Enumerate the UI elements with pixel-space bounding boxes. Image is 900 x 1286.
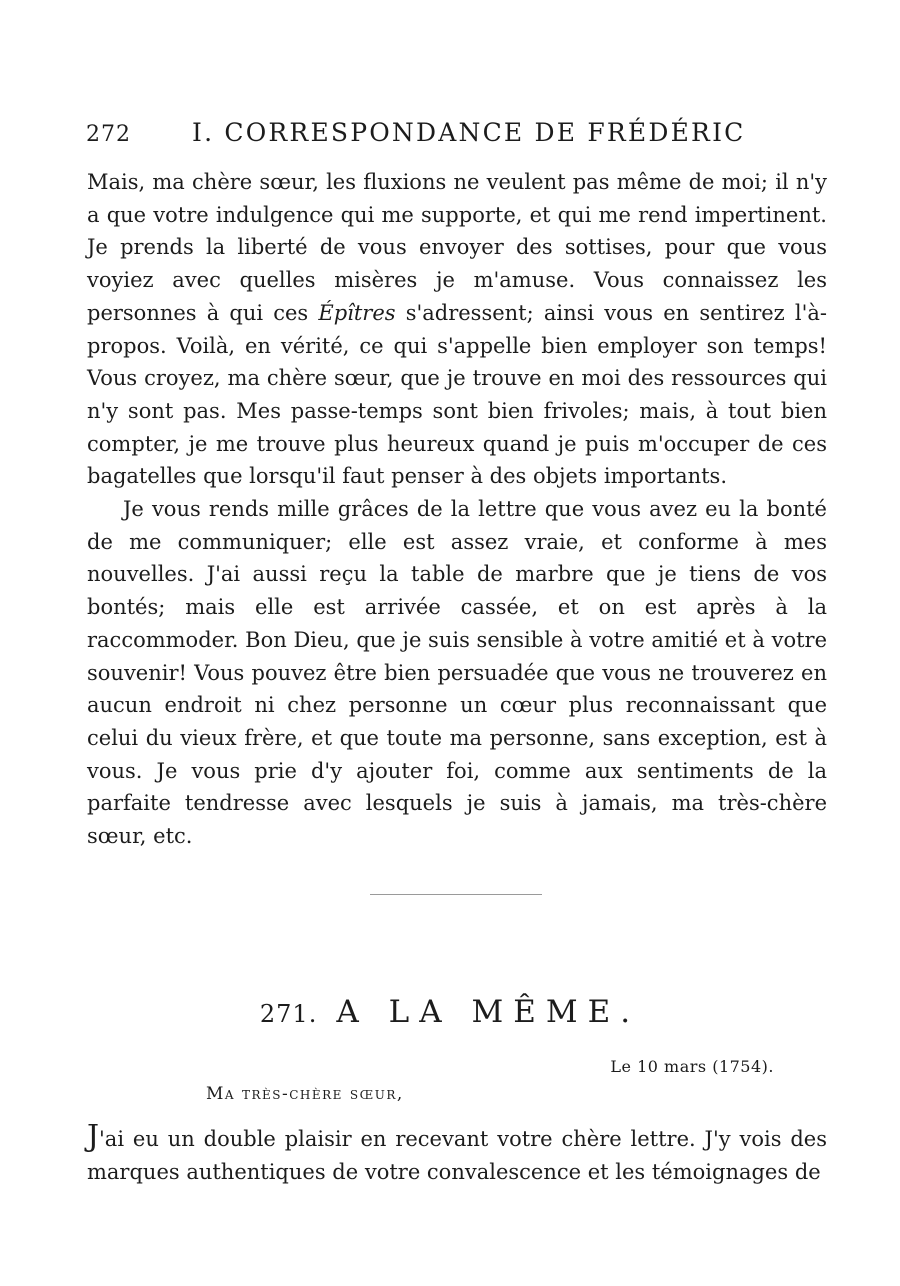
paragraph-1-part-2: s'adressent; ainsi vous en sentirez l'à-propos. Voilà, en vérité, ce qui s'appelle bien employer son temps! Vous croyez, ma chère sœur, que je trouve en moi des ressources qui n'y sont pas. Mes passe-temps sont bien frivoles; mais, à tout bien compter, je me trouve plus heureux quand je puis m'occuper de ces bagatelles que lorsqu'il faut penser à des objets importants. <box>87 300 827 489</box>
opening-paragraph <box>87 1121 827 1188</box>
paragraph-1 <box>87 166 827 493</box>
section-divider <box>370 894 542 895</box>
letter-salutation: Ma très-chère sœur, <box>206 1084 404 1104</box>
paragraph-1-part-1: Mais, ma chère sœur, les fluxions ne veulent pas même de moi; il n'y a que votre indulgence qui me supporte, et qui me rend impertinent. Je prends la liberté de vous envoyer des sottises, pour que vous voyiez avec quelles misères je m'amuse. Vous connaissez les personnes à qui ces <box>87 170 827 325</box>
letter-title: A LA MÊME. <box>336 994 641 1030</box>
letter-opening-text <box>87 1121 827 1188</box>
opening-text: 'ai eu un double plaisir en recevant votre chère lettre. J'y vois des marques authentiques de votre convalescence et les témoignages de <box>87 1127 827 1184</box>
initial-letter: J <box>87 1119 100 1154</box>
letter-dateline: Le 10 mars (1754). <box>610 1057 774 1076</box>
letter-number: 271. <box>259 1000 318 1028</box>
running-title: I. CORRESPONDANCE DE FRÉDÉRIC <box>192 118 746 147</box>
running-head <box>86 118 826 152</box>
page-number: 272 <box>86 122 131 147</box>
epitres-italic: Épîtres <box>318 300 396 325</box>
paragraph-2: Je vous rends mille grâces de la lettre que vous avez eu la bonté de me communiquer; elle est assez vraie, et conforme à mes nouvelles. J'ai aussi reçu la table de marbre que je tiens de vos bontés; mais elle est arrivée cassée, et on est après à la raccommoder. Bon Dieu, que je suis sensible à votre amitié et à votre souvenir! Vous pouvez être bien persuadée que vous ne trouverez en aucun endroit ni chez personne un cœur plus reconnaissant que celui du vieux frère, et que toute ma personne, sans exception, est à vous. Je vous prie d'y ajouter foi, comme aux sentiments de la parfaite tendresse avec lesquels je suis à jamais, ma très-chère sœur, etc. <box>87 497 827 849</box>
letter-heading <box>0 994 900 1030</box>
continued-letter-text <box>87 166 827 853</box>
